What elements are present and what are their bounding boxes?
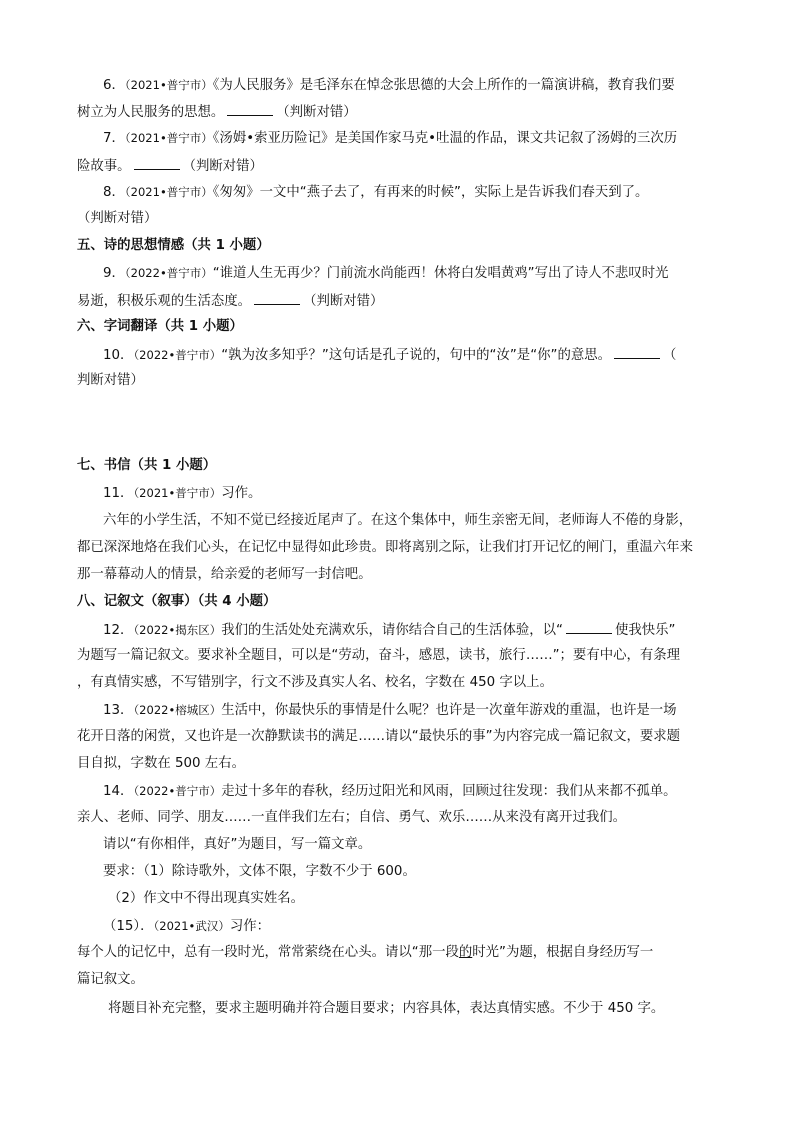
question-number: 13． [103,703,134,718]
question-text: 我们的生活处处充满欢乐，请你结合自己的生活体验，以“ [221,623,563,638]
question-14-line-3: 请以“有你相伴，真好”为题目，写一篇文章。 [103,837,372,852]
question-10-line-1 [103,345,676,365]
question-text: 走过十多年的春秋，经历过阳光和风雨，回顾过往发现：我们从来都不孤单。 [221,784,677,799]
question-text: 每个人的记忆中，总有一段时光，常常萦绕在心头。请以“那一段 [77,945,459,960]
question-number: 6． [103,78,125,93]
question-text: 生活中，你最快乐的事情是什么呢？也许是一次童年游戏的重温，也许是一场 [221,703,677,718]
section-7-heading: 七、书信（共 1 小题） [77,458,217,473]
question-text: “谁道人生无再少？门前流水尚能西！休将白发唱黄鸡”写出了诗人不悲叹时光 [212,266,669,281]
question-14-line-1 [103,782,677,801]
question-13-line-3: 目自拟，字数在 500 左右。 [77,756,245,771]
question-15-line-4: 将题目补充完整，要求主题明确并符合题目要求；内容具体，表达真情实感。不少于 450 字。 [108,1001,665,1016]
question-14-line-5: （2）作文中不得出现真实姓名。 [108,891,304,906]
question-15-line-3: 篇记叙文。 [77,972,144,987]
question-9-line-2 [77,291,383,311]
question-9-line-1 [103,264,669,283]
question-11-line-1 [103,484,261,503]
question-13-line-2: 花开日落的闲赏，又也许是一次静默读书的满足……请以“最快乐的事”为内容完成一篇记叙文，要求题 [77,729,681,744]
question-14-line-2: 亲人、老师、同学、朋友……一直伴我们左右；自信、勇气、欢乐……从来没有离开过我们。 [77,810,627,825]
question-11-paragraph-line-1: 六年的小学生活，不知不觉已经接近尾声了。在这个集体中，师生亲密无间，老师诲人不倦的身影， [103,513,693,528]
question-7-line-2 [77,156,263,176]
question-number: （15）． [103,919,154,934]
question-7-line-1 [103,129,677,148]
judge-label: 判断对错） [77,373,144,388]
question-text: 《为人民服务》是毛泽东在悼念张思德的大会上所作的一篇演讲稿，教育我们要 [212,78,675,93]
question-source-tag: （2022•普宁市） [124,266,213,280]
question-15-line-1 [103,917,270,936]
question-number: 12． [103,623,134,638]
question-text: 《汤姆•索亚历险记》是美国作家马克•吐温的作品，课文共记叙了汤姆的三次历 [212,131,678,146]
title-blank-de[interactable]: 的 [458,945,473,960]
question-source-tag: （2021•普宁市） [124,185,213,199]
section-6-heading: 六、字词翻译（共 1 小题） [77,319,243,334]
question-source-tag: （2022•普宁市） [133,348,222,362]
judge-label: （判断对错） [303,294,384,309]
answer-blank[interactable] [614,345,660,359]
question-source-tag: （2021•武汉） [153,919,230,933]
judge-label: （判断对错） [182,159,263,174]
question-number: 11． [103,486,134,501]
question-source-tag: （2021•普宁市） [124,78,213,92]
question-8-line-1 [103,183,648,202]
question-12-line-1 [103,620,675,640]
question-11-paragraph-line-2: 都已深深地烙在我们心头，在记忆中显得如此珍贵。即将离别之际，让我们打开记忆的闸门，重温六年来 [77,540,693,555]
question-number: 8． [103,185,125,200]
answer-blank[interactable] [134,156,180,170]
question-12-line-2: 为题写一篇记叙文。要求补全题目，可以是“劳动，奋斗，感恩，读书，旅行……”；要有中心，有条理 [77,648,681,663]
question-number: 14． [103,784,134,799]
question-source-tag: （2021•普宁市） [133,486,222,500]
question-6-line-2 [77,102,357,122]
question-text: 时光”为题，根据自身经历写一 [472,945,654,960]
question-text: “孰为汝多知乎？”这句话是孔子说的，句中的“汝”是“你”的意思。 [221,348,612,363]
question-15-line-2 [77,944,653,962]
question-text: 树立为人民服务的思想。 [77,105,225,120]
judge-label: （判断对错） [276,105,357,120]
question-number: 7． [103,131,125,146]
answer-blank[interactable] [254,291,300,305]
question-source-tag: （2022•普宁市） [133,784,222,798]
question-text: 习作： [229,919,270,934]
title-blank[interactable] [566,620,612,634]
question-10-line-2 [77,372,144,390]
judge-label: （判断对错） [77,211,158,226]
section-8-heading: 八、记叙文（叙事）（共 4 小题） [77,594,277,609]
question-number: 9． [103,266,125,281]
question-source-tag: （2021•普宁市） [124,131,213,145]
question-source-tag: （2022•揭东区） [133,623,222,637]
section-5-heading: 五、诗的思想情感（共 1 小题） [77,238,270,253]
question-text: 易逝，积极乐观的生活态度。 [77,294,252,309]
question-text: 《匆匆》一文中“燕子去了，有再来的时候”，实际上是告诉我们春天到了。 [212,185,649,200]
question-text: 习作。 [221,486,262,501]
question-11-paragraph-line-3: 那一幕幕动人的情景，给亲爱的老师写一封信吧。 [77,567,372,582]
question-13-line-1 [103,701,677,720]
question-source-tag: （2022•榕城区） [133,703,222,717]
question-6-line-1 [103,76,675,95]
answer-blank[interactable] [227,102,273,116]
question-14-line-4: 要求：（1）除诗歌外，文体不限，字数不少于 600。 [103,864,416,879]
question-12-line-3: ，有真情实感，不写错别字，行文不涉及真实人名、校名，字数在 450 字以上。 [77,675,553,690]
question-text: 险故事。 [77,159,131,174]
question-text: 使我快乐” [614,623,676,638]
judge-label-open: （ [663,348,677,363]
question-8-line-2 [77,210,157,228]
question-number: 10． [103,348,134,363]
